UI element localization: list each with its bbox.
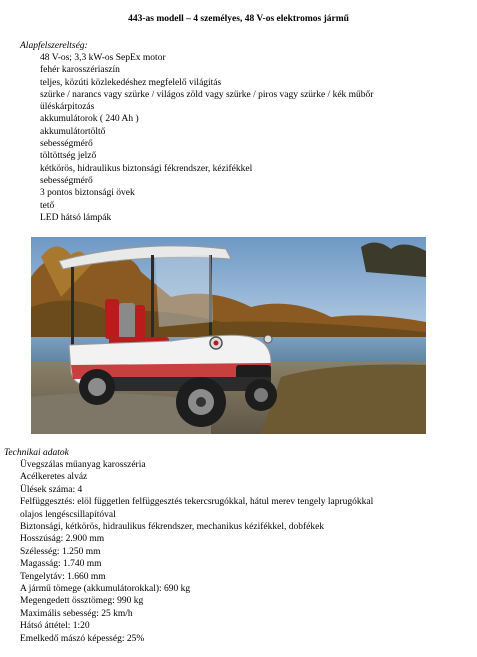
technical-item: Hátsó áttétel: 1:20	[20, 621, 90, 632]
technical-item: Biztonsági, kétkörös, hidraulikus fékrendszer, mechanikus kézifékkel, dobfékek	[20, 522, 325, 533]
vehicle-photo	[31, 237, 426, 434]
equipment-heading: Alapfelszereltség:	[20, 41, 88, 51]
equipment-item: kétkörös, hidraulikus biztonsági fékrendszer, kézifékkel	[40, 163, 253, 174]
document-title: 443-as modell – 4 személyes, 48 V-os elektromos jármű	[128, 14, 349, 24]
technical-item: Magasság: 1.740 mm	[20, 559, 102, 570]
technical-item: Hosszúság: 2.900 mm	[20, 534, 105, 545]
technical-item: Szélesség: 1.250 mm	[20, 546, 101, 557]
technical-item: Ülések száma: 4	[20, 484, 83, 495]
equipment-item: sebességmérő	[40, 139, 93, 150]
technical-item: Emelkedő mászó képesség: 25%	[20, 633, 145, 644]
equipment-item: 48 V-os; 3,3 kW-os SepEx motor	[40, 53, 166, 63]
equipment-item: akkumulátorok ( 240 Ah )	[40, 114, 139, 125]
equipment-item: LED hátsó lámpák	[40, 212, 112, 223]
equipment-item: töltöttség jelző	[40, 151, 97, 162]
technical-item: Tengelytáv: 1.660 mm	[20, 571, 106, 582]
seat-back-red	[105, 299, 119, 339]
technical-item: Üvegszálas műanyag karosszéria	[20, 460, 146, 470]
technical-item: Felfüggesztés: elöl független felfüggesztés tekercsrugókkal, hátul merev tengely laprugókkal	[20, 497, 374, 508]
equipment-item: akkumulátortöltő	[40, 126, 106, 137]
technical-item: Acélkeretes alváz	[20, 472, 88, 483]
equipment-list	[40, 52, 373, 224]
equipment-item: üléskárpitozás	[40, 102, 95, 113]
technical-item: olajos lengéscsillapítóval	[20, 509, 116, 520]
seat-back-grey	[119, 303, 135, 339]
technical-list	[20, 459, 373, 645]
equipment-item: teljes, közúti közlekedéshez megfelelő világítás	[40, 77, 222, 88]
equipment-item: 3 pontos biztonsági övek	[40, 188, 135, 199]
technical-heading: Technikai adatok	[4, 448, 69, 458]
equipment-item: fehér karosszériaszín	[40, 65, 120, 76]
equipment-item: szürke / narancs vagy szürke / világos zöld vagy szürke / piros vagy szürke / kék műbőr	[40, 89, 374, 100]
technical-item: A jármű tömege (akkumulátorokkal): 690 kg	[20, 584, 191, 595]
equipment-item: sebességmérő	[40, 175, 93, 186]
technical-item: Megengedett össztömeg: 990 kg	[20, 596, 144, 607]
technical-item: Maximális sebesség: 25 km/h	[20, 608, 133, 619]
equipment-item: tető	[40, 200, 55, 211]
